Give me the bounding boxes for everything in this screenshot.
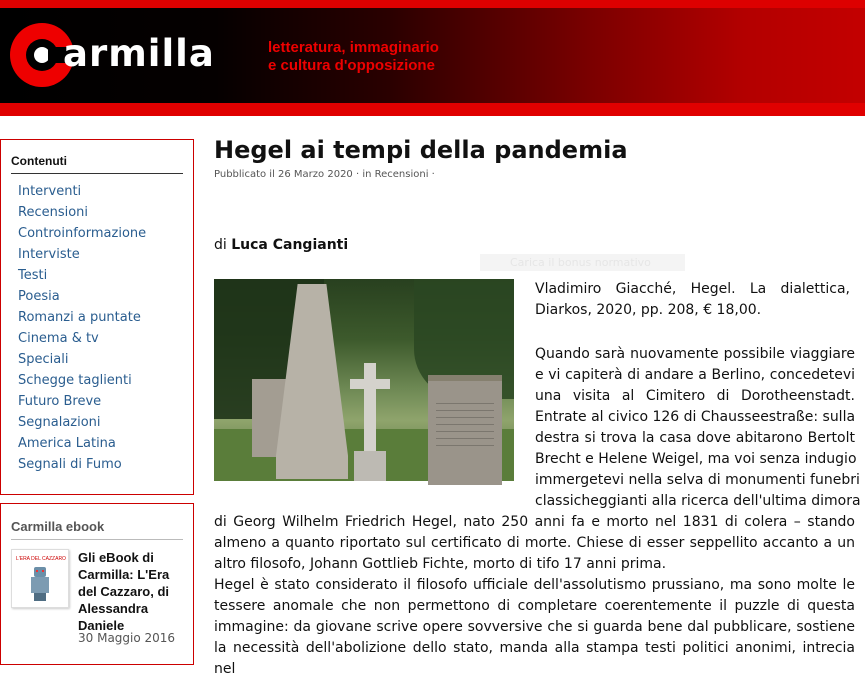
robot-icon: [34, 567, 46, 577]
article-paragraph-1-end: altro filosofo, Johann Gottlieb Fichte, morto di tifo 17 anni prima.: [214, 556, 667, 572]
cemetery-photo: [214, 279, 514, 481]
site-logo-text[interactable]: armilla: [63, 32, 215, 75]
byline-prefix: di: [214, 237, 227, 253]
header-top-stripe: [0, 0, 865, 8]
category-list: [18, 183, 146, 477]
tagline-line-1: letteratura, immaginario: [268, 39, 439, 56]
author-name: Luca Cangianti: [231, 237, 349, 253]
article-byline: [214, 237, 348, 253]
divider: [11, 173, 183, 174]
article-title[interactable]: Hegel ai tempi della pandemia: [214, 136, 628, 164]
category-link-speciali[interactable]: Speciali: [18, 352, 69, 367]
site-header: [0, 0, 865, 116]
book-reference-line-1: Vladimiro Giacché, Hegel. La dialettica,: [535, 281, 850, 297]
category-link-segnali-di-fumo[interactable]: Segnali di Fumo: [18, 457, 122, 472]
article-paragraph-1: Quando sarà nuovamente possibile viaggiare e vi capiterà di andare a Berlino, concedetevi una visita al Cimitero di Dorotheenstadt. Entrate al civico 126 di Chausseestraße: sulla destra si trova la casa dove abitarono Bertolt Brecht e Helene Weigel, ma voi senza indugio immergetevi nella selva di monumenti funebri classicheggianti alla ricerca dell'ultima dimora: [535, 346, 861, 509]
category-link-testi[interactable]: Testi: [18, 268, 48, 283]
contents-widget: [0, 139, 194, 495]
site-tagline: [268, 39, 439, 75]
article-meta: Pubblicato il 26 Marzo 2020 · in Recensioni ·: [214, 169, 435, 180]
category-link-america-latina[interactable]: America Latina: [18, 436, 116, 451]
ebook-widget: [0, 503, 194, 665]
contents-title: Contenuti: [11, 154, 67, 168]
faded-banner-text: Carica il bonus normativo: [510, 256, 651, 269]
ebook-cover-thumbnail[interactable]: [11, 549, 69, 608]
category-link-cinema[interactable]: Cinema & tv: [18, 331, 99, 346]
header-bottom-stripe: [0, 103, 865, 116]
category-link-interventi[interactable]: Interventi: [18, 184, 82, 199]
book-reference-line-2: Diarkos, 2020, pp. 208, € 18,00.: [535, 302, 762, 318]
ebook-cover-label: L'ERA DEL CAZZARO: [16, 556, 66, 562]
category-link-schegge[interactable]: Schegge taglienti: [18, 373, 132, 388]
category-link-controinformazione[interactable]: Controinformazione: [18, 226, 147, 241]
grave-cross: [364, 363, 376, 461]
article-paragraph-1-continued: di Georg Wilhelm Friedrich Hegel, nato 250 anni fa e morto nel 1831 di colera – stando almeno a quanto riportato sul certificato di morte. Chiese di esser seppellito accanto a un: [214, 514, 855, 551]
divider: [11, 539, 183, 540]
tagline-line-2: e cultura d'opposizione: [268, 57, 435, 74]
ebook-entry-date: 30 Maggio 2016: [78, 631, 176, 645]
ebook-widget-title: Carmilla ebook: [11, 519, 105, 534]
category-link-romanzi[interactable]: Romanzi a puntate: [18, 310, 141, 325]
category-link-futuro-breve[interactable]: Futuro Breve: [18, 394, 102, 409]
category-link-recensioni[interactable]: Recensioni: [18, 205, 89, 220]
category-link-interviste[interactable]: Interviste: [18, 247, 80, 262]
article-paragraph-2-clipped: la necessità dell'abolizione dello stato, manda alla stampa testi politici anonimi, intrecia nel: [214, 640, 855, 677]
category-link-segnalazioni[interactable]: Segnalazioni: [18, 415, 101, 430]
category-link-poesia[interactable]: Poesia: [18, 289, 60, 304]
ebook-entry-title[interactable]: Gli eBook di Carmilla: L'Era del Cazzaro, di Alessandra Daniele: [78, 550, 170, 633]
article-paragraph-2: Hegel è stato considerato il filosofo ufficiale dell'assolutismo prussiano, ma sono molte le tessere anomale che non permettono di completare coerentemente il puzzle di questa immagine: da giovane scrive opere sovversive che si guarda bene dal pubblicare, sostiene: [214, 577, 855, 635]
